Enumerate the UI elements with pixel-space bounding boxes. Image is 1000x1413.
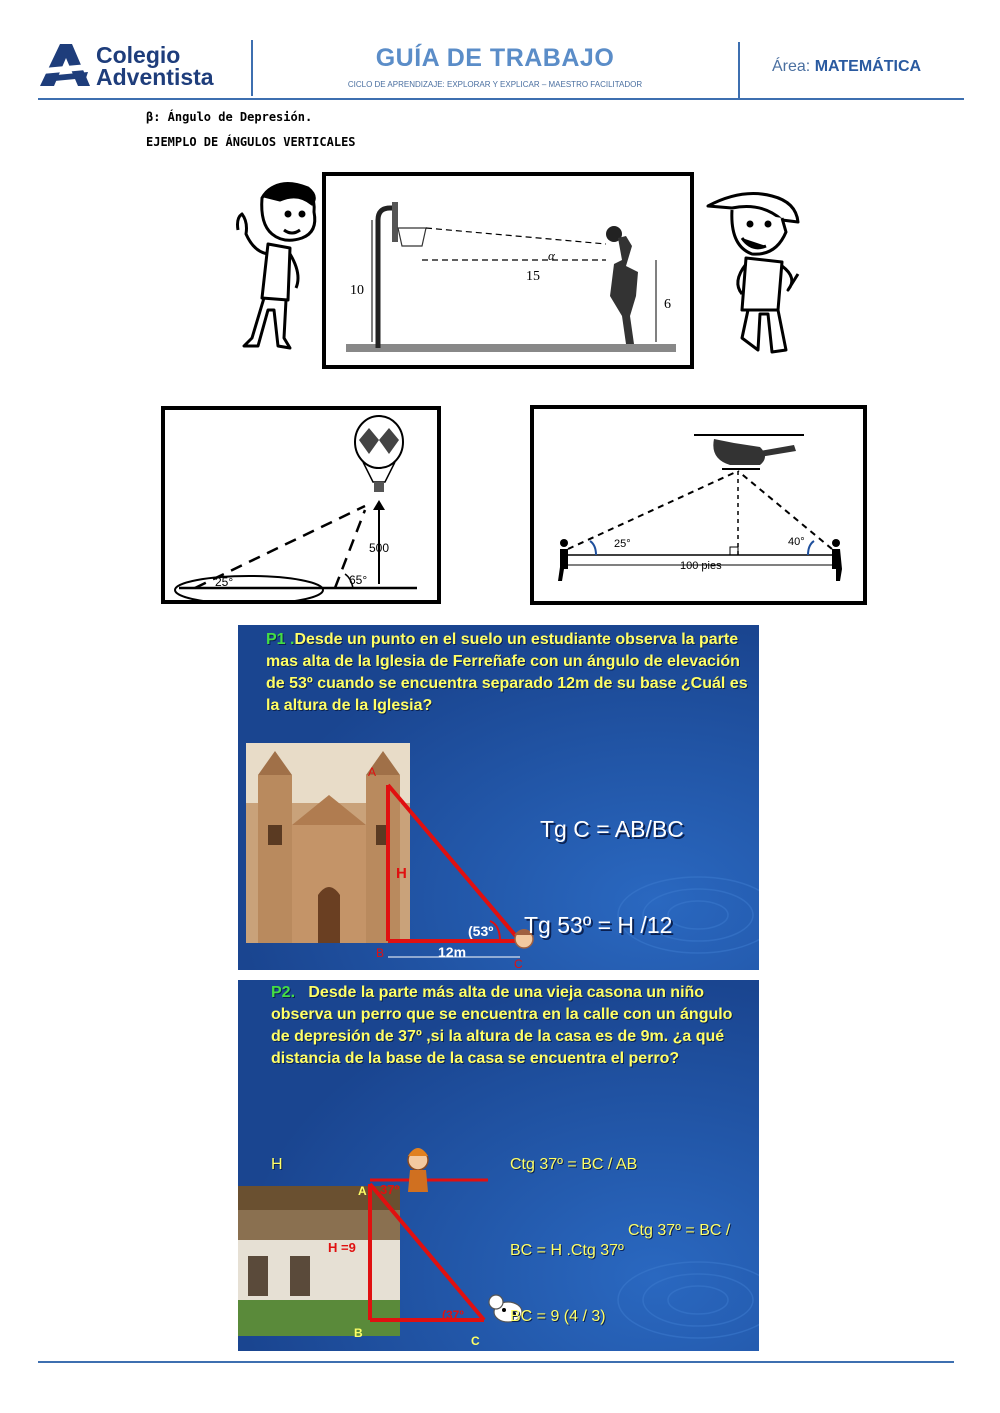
beta-definition: β: Ángulo de Depresión. (146, 110, 313, 124)
subject-area (772, 58, 921, 76)
vertex-c-label: C (514, 957, 523, 970)
hoop-height-label: 10 (350, 283, 364, 298)
vertex-b-label: B (354, 1326, 363, 1340)
helicopter-figure (530, 405, 867, 605)
distance-label: 15 (526, 269, 540, 284)
balloon-figure (161, 406, 441, 604)
problem-2-number: P2. (271, 984, 296, 1001)
solution-line-1: BC = H .Ctg 37º (510, 1242, 624, 1259)
alpha-label: α (548, 248, 555, 263)
angle-25-label: 25° (614, 538, 631, 550)
solution-line-2: BC = 9 (4 / 3) (510, 1308, 606, 1325)
page-subtitle: CICLO DE APRENDIZAJE: EXPLORAR Y EXPLICAR – MAESTRO FACILITADOR (347, 80, 643, 89)
angle-arc-right (808, 541, 814, 555)
problem-2-slide (238, 980, 759, 1351)
problem-2-statement: Desde la parte más alta de una vieja casona un niño observa un perro que se encuentra en la calle con un ángulo de depresión de 37º ,si la altura de la casa es de 9m. ¿a qué distancia de la base de la casa se encuentra el perro? (271, 984, 733, 1067)
header-rule (38, 98, 964, 100)
problem-1-solution (524, 749, 690, 970)
hoop-net (398, 228, 426, 246)
area-label: Área: (772, 58, 811, 75)
sight-line-right (738, 471, 832, 549)
angle-40-label: 40° (788, 536, 805, 548)
observer-left (558, 539, 568, 581)
helicopter (694, 435, 804, 469)
header-divider-right (738, 42, 740, 98)
vertex-b-label: B (376, 946, 385, 960)
angle-25-label: 25° (215, 575, 234, 589)
basketball-player (606, 226, 638, 344)
problem-1-statement: Desde un punto en el suelo un estudiante observa la parte mas alta de la Iglesia de Ferreñafe con un ángulo de elevación de 53º cuando se encuentra separado 12m de su base ¿Cuál es la altura de la Iglesia? (266, 631, 748, 714)
vertex-a-label: A (368, 765, 377, 779)
boy-cartoon-right (702, 182, 802, 354)
basketball-figure (322, 172, 694, 369)
logo-line-1: Colegio (96, 42, 181, 68)
problem-1-text (266, 629, 756, 717)
vertex-c-label: C (471, 1334, 480, 1348)
solution-line-1: Tg C = AB/BC (540, 816, 684, 842)
height-h9-label: H =9 (328, 1240, 356, 1255)
angle-53-label: (53º (468, 923, 494, 939)
player-height-label: 6 (664, 297, 671, 312)
problem-2-solution (510, 1196, 689, 1351)
solution-top-line-1: Ctg 37º = BC / AB (510, 1156, 638, 1173)
backboard (392, 202, 398, 242)
angle-65-label: 65° (349, 573, 368, 587)
line-of-sight (426, 228, 606, 244)
base-12m-label: 12m (438, 944, 467, 960)
problem-2-text (271, 982, 755, 1070)
footer-rule (38, 1361, 954, 1363)
boy-cartoon-left (228, 178, 326, 352)
logo-wordmark (96, 44, 214, 88)
church-photo (246, 743, 410, 943)
angle-37-top-label: 37º (380, 1182, 400, 1197)
arrow-head (373, 500, 385, 510)
angle-arc-left (590, 541, 596, 555)
header-divider-left (251, 40, 253, 96)
child-cartoon (408, 1148, 428, 1192)
house-photo (238, 1186, 400, 1336)
height-h-label: H (396, 865, 407, 882)
solution-h-carry: H (271, 1156, 283, 1173)
angle-37-bottom-label: (37º (442, 1308, 464, 1322)
sight-line-left (568, 471, 738, 549)
distance-label: 100 pies (680, 560, 722, 572)
logo-line-2: Adventista (96, 64, 214, 90)
solution-top-line-2: Ctg 37º = BC / (628, 1222, 731, 1239)
basketball-diagram (326, 176, 690, 365)
observer-right (832, 539, 842, 581)
vertex-a-label: A (358, 1184, 367, 1198)
solution-line-2: Tg 53º = H /12 (524, 912, 673, 938)
right-angle-mark (730, 547, 738, 555)
court-floor (346, 344, 676, 352)
page-title: GUÍA DE TRABAJO (375, 44, 615, 72)
example-heading: EJEMPLO DE ÁNGULOS VERTICALES (146, 135, 356, 149)
balloon-height-label: 500 (369, 541, 390, 555)
balloon-diagram (165, 410, 437, 600)
problem-1-number: P1 . (266, 631, 295, 648)
area-value: MATEMÁTICA (814, 58, 922, 75)
helicopter-diagram (534, 409, 863, 601)
problem-1-slide (238, 625, 759, 970)
hot-air-balloon (355, 416, 403, 492)
